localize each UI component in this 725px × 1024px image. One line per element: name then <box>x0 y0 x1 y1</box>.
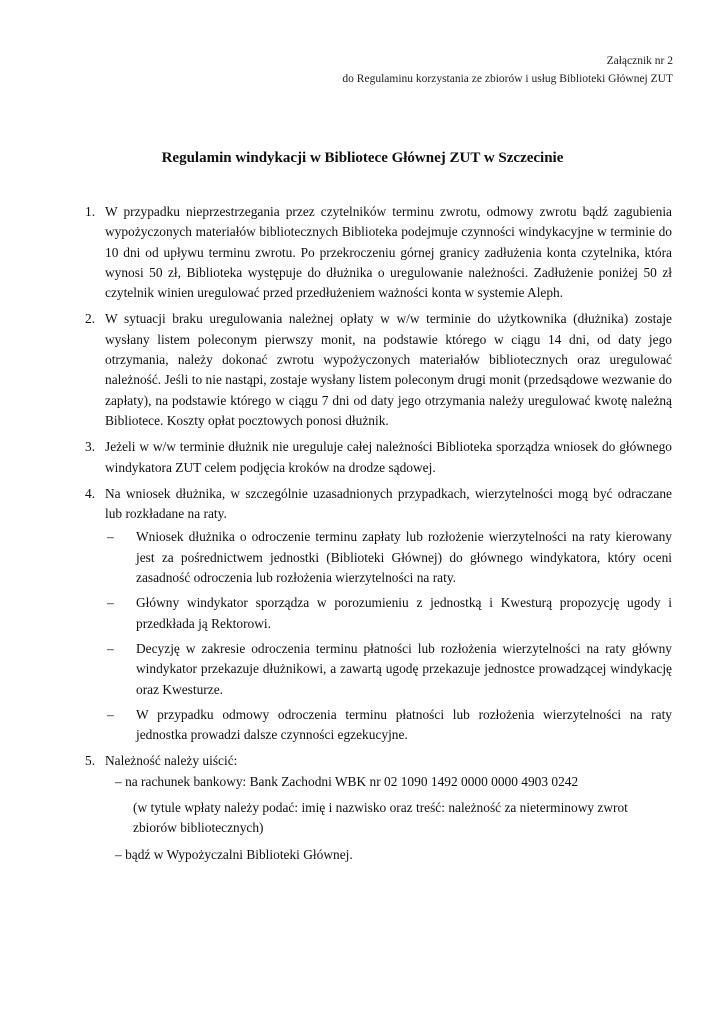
payment-note: (w tytule wpłaty należy podać: imię i nazwisko oraz treść: należność za nieterminowy zwrot zbiorów bibliotecznych) <box>133 800 628 836</box>
item-number: 2. <box>85 311 96 327</box>
document-title: Regulamin windykacji w Bibliotece Głównej ZUT w Szczecinie <box>161 150 564 166</box>
list-item-4 <box>85 484 672 746</box>
item-number: 5. <box>85 753 96 769</box>
sub-item-text: Wniosek dłużnika o odroczenie terminu zapłaty lub rozłożenie wierzytelności na raty kierowany jest za pośrednictwem jednostki (Biblioteki Głównej) do głównego windykatora, który oceni zasadność odroczenia lub rozłożenia wierzytelności na raty. <box>136 529 672 586</box>
bank-account-line <box>105 772 672 792</box>
dash-bullet: – <box>115 773 122 789</box>
item-text: W przypadku nieprzestrzegania przez czytelników terminu zwrotu, odmowy zwrotu bądź zagubienia wypożyczonych materiałów bibliotecznych Biblioteka podejmuje czynności windykacyjne w terminie do 10 dni od upływu terminu zwrotu. Po przekroczeniu górnej granicy zadłużenia konta czytelnika, która wynosi 50 zł, Biblioteka występuje do dłużnika o uregulowanie należności. Zadłużenie poniżej 50 zł czytelnik winien uregulować przed przedłużeniem ważności konta w systemie Aleph. <box>105 204 672 301</box>
sub-item-text: Decyzję w zakresie odroczenia terminu płatności lub rozłożenia wierzytelności na raty główny windykator przekazuje dłużnikowi, a zawartą ugodę przekazuje jednostce prowadzącej windykację oraz Kwesturze. <box>136 640 672 697</box>
library-desk-line <box>105 845 672 865</box>
dash-bullet: – <box>107 595 114 611</box>
dash-bullet: – <box>107 640 114 656</box>
item-text: Jeżeli w w/w terminie dłużnik nie ureguluje całej należności Biblioteka sporządza wniosek do głównego windykatora ZUT celem podjęcia kroków na drodze sądowej. <box>105 439 672 475</box>
dash-bullet: – <box>107 529 114 545</box>
document-body <box>85 202 672 871</box>
item-text: W sytuacji braku uregulowania należnej opłaty w w/w terminie do użytkownika (dłużnika) zostaje wysłany listem poleconym pierwszy monit, na podstawie którego w ciągu 14 dni, od daty jego otrzymania, należy dokonać zwrotu wypożyczonych materiałów bibliotecznych oraz uregulować należność. Jeśli to nie nastąpi, zostaje wysłany listem poleconym drugi monit (przedsądowe wezwanie do zapłaty), na podstawie którego w ciągu 7 dni od daty jego otrzymania należy uregulować kwotę należną Bibliotece. Koszty opłat pocztowych ponosi dłużnik. <box>105 311 672 428</box>
bank-account-text: na rachunek bankowy: Bank Zachodni WBK nr 02 1090 1492 0000 0000 4903 0242 <box>125 773 579 789</box>
item-text: Należność należy uiścić: <box>105 753 238 769</box>
sub-item <box>105 705 672 746</box>
annex-header <box>342 52 673 88</box>
list-item-1 <box>85 202 672 303</box>
sub-item <box>105 527 672 588</box>
annex-reference: do Regulaminu korzystania ze zbiorów i usług Biblioteki Głównej ZUT <box>342 73 673 85</box>
sub-item <box>105 639 672 700</box>
list-item-3 <box>85 437 672 478</box>
item-number: 1. <box>85 204 96 219</box>
sub-item-text: W przypadku odmowy odroczenia terminu płatności lub rozłożenia wierzytelności na raty jednostka prowadzi dalsze czynności egzekucyjne. <box>136 706 672 743</box>
item-number: 4. <box>85 485 96 501</box>
annex-number: Załącznik nr 2 <box>606 55 673 67</box>
sub-item-text: Główny windykator sporządza w porozumieniu z jednostką i Kwesturą propozycję ugody i przedkłada ją Rektorowi. <box>136 595 672 631</box>
list-item-2 <box>85 309 672 431</box>
dash-bullet: – <box>115 846 122 862</box>
item-text: Na wniosek dłużnika, w szczególnie uzasadnionych przypadkach, wierzytelności mogą być odraczane lub rozkładane na raty. <box>105 485 672 522</box>
item-number: 3. <box>85 439 96 455</box>
dash-bullet: – <box>107 706 114 722</box>
list-item-5 <box>85 751 672 864</box>
sub-item <box>105 593 672 634</box>
library-desk-text: bądź w Wypożyczalni Biblioteki Głównej. <box>125 846 353 862</box>
